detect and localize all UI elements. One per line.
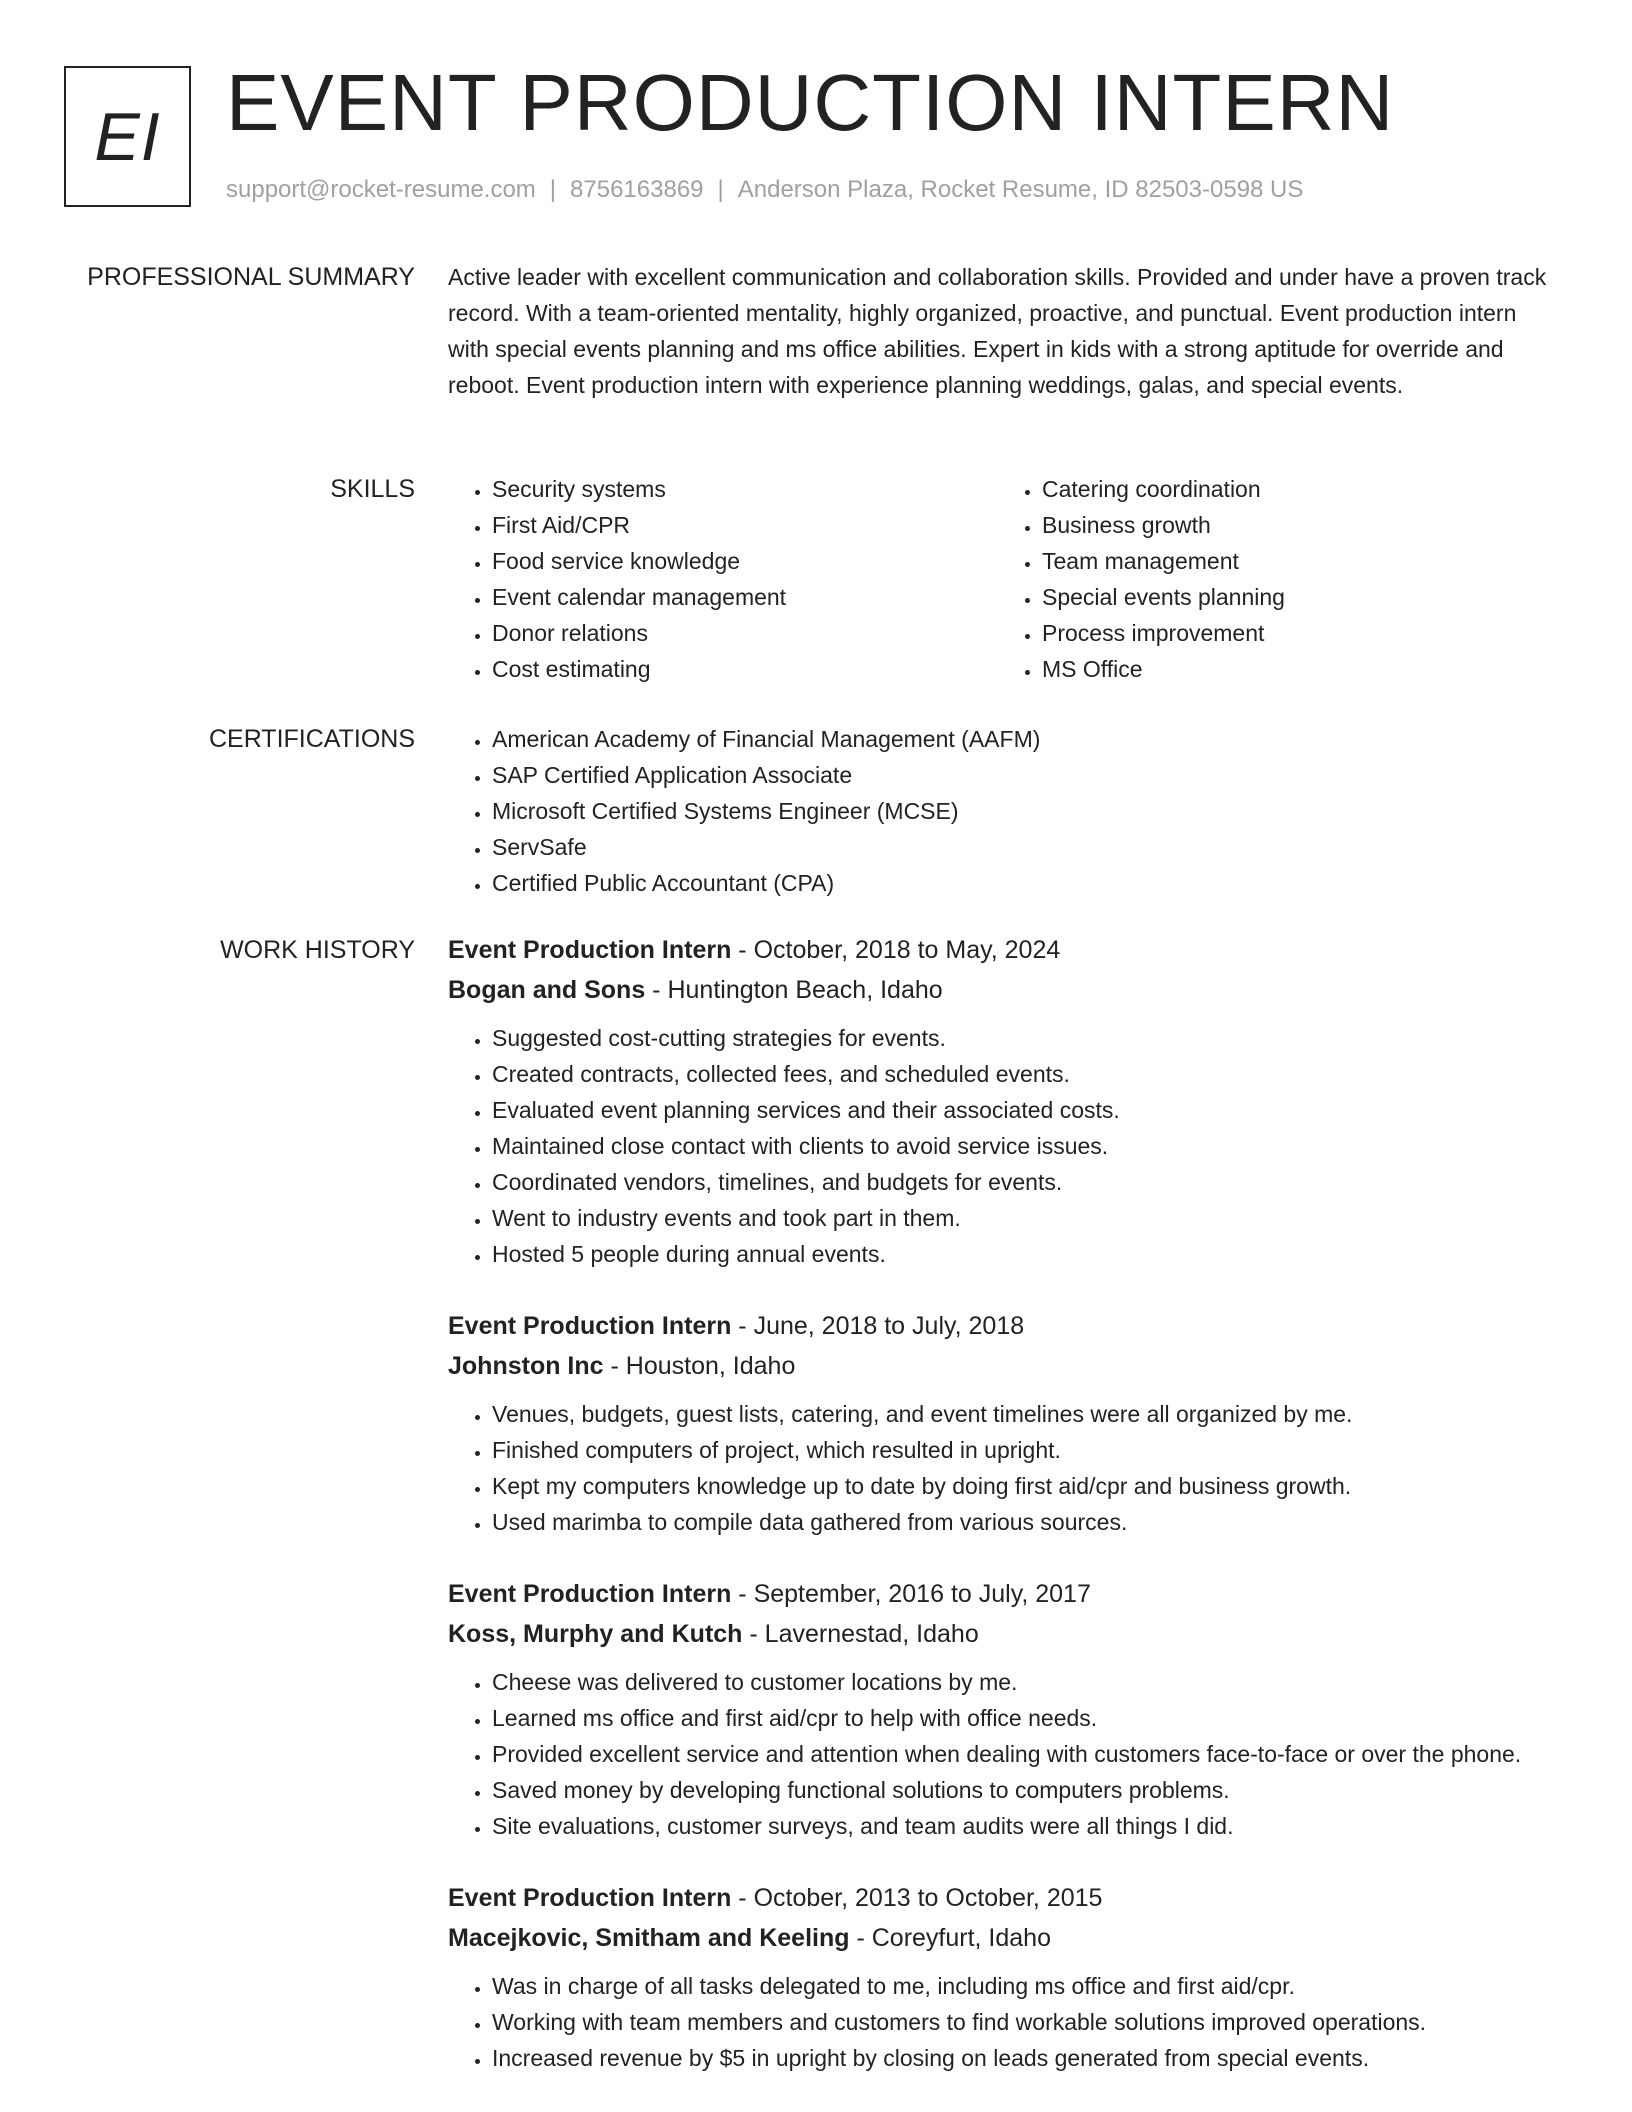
summary-heading: PROFESSIONAL SUMMARY xyxy=(87,263,415,291)
job-bullet: • Suggested cost-cutting strategies for events. xyxy=(492,1020,1548,1056)
job-bullet: • Saved money by developing functional solutions to computers problems. xyxy=(492,1772,1548,1808)
certification-item: • Certified Public Accountant (CPA) xyxy=(492,865,1548,901)
job-entry xyxy=(448,1878,1548,2076)
job-bullets xyxy=(448,1020,1548,1272)
skills-list-left xyxy=(448,471,998,687)
job-bullet: • Used marimba to compile data gathered from various sources. xyxy=(492,1504,1548,1540)
skills-heading: SKILLS xyxy=(330,475,415,503)
job-location: - Coreyfurt, Idaho xyxy=(849,1924,1051,1952)
job-dates: - October, 2018 to May, 2024 xyxy=(731,936,1061,964)
certification-item: • Microsoft Certified Systems Engineer (MCSE) xyxy=(492,793,1548,829)
work-history-heading: WORK HISTORY xyxy=(220,936,415,964)
resume-title: EVENT PRODUCTION INTERN xyxy=(226,58,1395,147)
job-entry xyxy=(448,1306,1548,1540)
job-location: - Lavernestad, Idaho xyxy=(742,1620,979,1648)
skill-item: • Security systems xyxy=(492,471,998,507)
skill-item: • Team management xyxy=(1042,543,1548,579)
job-company-line xyxy=(448,1918,1548,1958)
summary-text: Active leader with excellent communication and collaboration skills. Provided and under have a proven track record. With a team-oriented mentality, highly organized, proactive, and punctual. Event production intern with special events planning and ms office abilities. Expert in kids with a strong aptitude for override and reboot. Event production intern with experience planning weddings, galas, and special events. xyxy=(448,264,1547,398)
job-title: Event Production Intern xyxy=(448,936,732,964)
job-bullet: • Kept my computers knowledge up to date by doing first aid/cpr and business growth. xyxy=(492,1468,1548,1504)
job-entry xyxy=(448,1574,1548,1844)
job-bullets xyxy=(448,1396,1548,1540)
certifications-body xyxy=(448,721,1548,901)
job-bullet: • Site evaluations, customer surveys, and team audits were all things I did. xyxy=(492,1808,1548,1844)
certifications-heading: CERTIFICATIONS xyxy=(208,725,415,753)
skill-item: • Special events planning xyxy=(1042,579,1548,615)
job-bullets xyxy=(448,1968,1548,2076)
job-entry xyxy=(448,930,1548,1272)
work-history-body xyxy=(448,930,1548,2110)
monogram-initials: EI xyxy=(94,98,161,175)
job-title: Event Production Intern xyxy=(448,1580,732,1608)
job-title-line xyxy=(448,1306,1548,1346)
job-company: Macejkovic, Smitham and Keeling xyxy=(448,1924,850,1952)
job-bullet: • Cheese was delivered to customer locations by me. xyxy=(492,1664,1548,1700)
job-bullet: • Was in charge of all tasks delegated to me, including ms office and first aid/cpr. xyxy=(492,1968,1548,2004)
job-dates: - June, 2018 to July, 2018 xyxy=(731,1312,1025,1340)
job-dates: - October, 2013 to October, 2015 xyxy=(731,1884,1103,1912)
job-bullet: • Went to industry events and took part in them. xyxy=(492,1200,1548,1236)
contact-line xyxy=(226,172,1303,208)
skill-item: • Donor relations xyxy=(492,615,998,651)
contact-separator: | xyxy=(549,176,557,203)
skill-item: • Food service knowledge xyxy=(492,543,998,579)
certification-item: • SAP Certified Application Associate xyxy=(492,757,1548,793)
job-bullet: • Working with team members and customers to find workable solutions improved operations. xyxy=(492,2004,1548,2040)
monogram-box xyxy=(64,66,191,207)
job-bullet: • Provided excellent service and attention when dealing with customers face-to-face or over the phone. xyxy=(492,1736,1548,1772)
skill-item: • First Aid/CPR xyxy=(492,507,998,543)
contact-phone[interactable]: 8756163869 xyxy=(570,176,704,203)
skills-body xyxy=(448,471,1548,687)
contact-address: Anderson Plaza, Rocket Resume, ID 82503-0598 US xyxy=(737,176,1304,203)
job-bullets xyxy=(448,1664,1548,1844)
job-company-line xyxy=(448,1346,1548,1386)
job-company: Johnston Inc xyxy=(448,1352,604,1380)
job-title-line xyxy=(448,1574,1548,1614)
job-bullet: • Created contracts, collected fees, and scheduled events. xyxy=(492,1056,1548,1092)
contact-email[interactable]: support@rocket-resume.com xyxy=(226,176,536,203)
job-company-line xyxy=(448,970,1548,1010)
job-title: Event Production Intern xyxy=(448,1884,732,1912)
certification-item: • American Academy of Financial Management (AAFM) xyxy=(492,721,1548,757)
job-bullet: • Increased revenue by $5 in upright by closing on leads generated from special events. xyxy=(492,2040,1548,2076)
job-bullet: • Coordinated vendors, timelines, and budgets for events. xyxy=(492,1164,1548,1200)
job-bullet: • Maintained close contact with clients to avoid service issues. xyxy=(492,1128,1548,1164)
summary-body xyxy=(448,259,1548,403)
skill-item: • Catering coordination xyxy=(1042,471,1548,507)
job-bullet: • Evaluated event planning services and their associated costs. xyxy=(492,1092,1548,1128)
skill-item: • Cost estimating xyxy=(492,651,998,687)
job-title: Event Production Intern xyxy=(448,1312,732,1340)
job-bullet: • Finished computers of project, which resulted in upright. xyxy=(492,1432,1548,1468)
job-title-line xyxy=(448,1878,1548,1918)
job-company: Koss, Murphy and Kutch xyxy=(448,1620,743,1648)
job-company-line xyxy=(448,1614,1548,1654)
skill-item: • MS Office xyxy=(1042,651,1548,687)
job-company: Bogan and Sons xyxy=(448,976,646,1004)
job-dates: - September, 2016 to July, 2017 xyxy=(731,1580,1091,1608)
certifications-list xyxy=(448,721,1548,901)
job-location: - Houston, Idaho xyxy=(603,1352,796,1380)
skill-item: • Process improvement xyxy=(1042,615,1548,651)
skill-item: • Business growth xyxy=(1042,507,1548,543)
skills-list-right xyxy=(998,471,1548,687)
skill-item: • Event calendar management xyxy=(492,579,998,615)
job-bullet: • Venues, budgets, guest lists, catering, and event timelines were all organized by me. xyxy=(492,1396,1548,1432)
job-bullet: • Hosted 5 people during annual events. xyxy=(492,1236,1548,1272)
job-title-line xyxy=(448,930,1548,970)
job-location: - Huntington Beach, Idaho xyxy=(645,976,943,1004)
contact-separator: | xyxy=(717,176,724,203)
certification-item: • ServSafe xyxy=(492,829,1548,865)
job-bullet: • Learned ms office and first aid/cpr to help with office needs. xyxy=(492,1700,1548,1736)
